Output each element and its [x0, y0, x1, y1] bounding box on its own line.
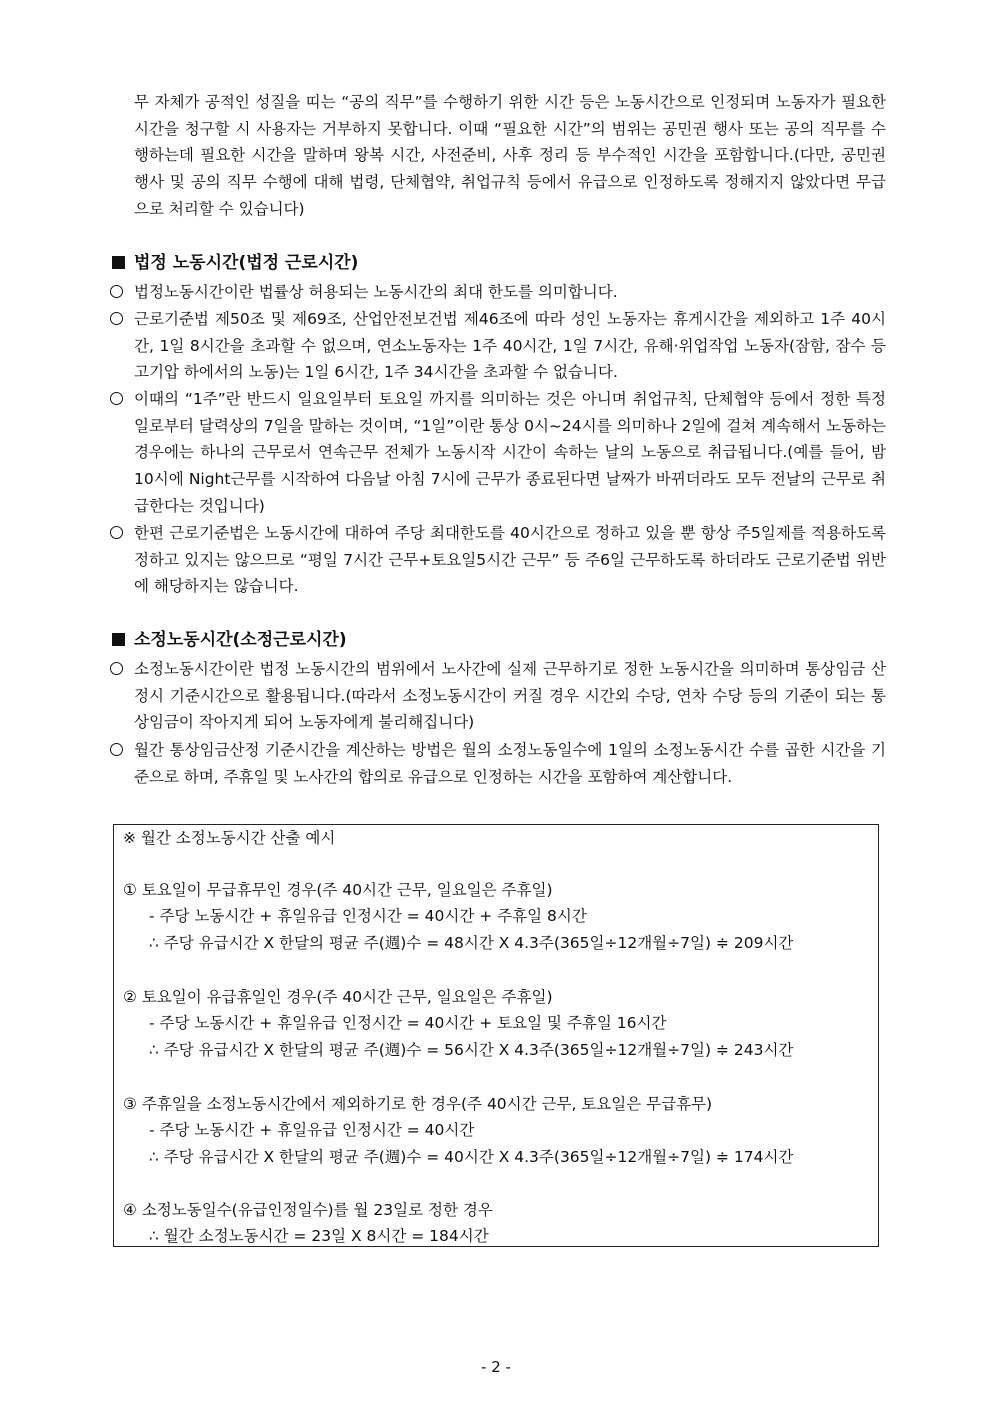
circle-bullet-icon	[110, 285, 123, 298]
list-item-text: 근로기준법 제50조 및 제69조, 산업안전보건법 제46조에 따라 성인 노동자는 휴게시간을 제외하고 1주 40시간, 1일 8시간을 초과할 수 없으며, 연소노동자는 1주 40시간, 1일 7시간, 유해·위업작업 노동자(잠함, 잠수 등 고기압 하에서의 노동)는 1일 6시간, 1주 34시간을 초과할 수 없습니다.	[134, 310, 886, 382]
section-heading-text: 소정노동시간(소정근로시간)	[134, 630, 347, 650]
section-heading-scheduled-hours	[112, 627, 347, 653]
circle-bullet-icon	[110, 526, 123, 539]
list-item-text: 소정노동시간이란 법정 노동시간의 범위에서 노사간에 실제 근무하기로 정한 노동시간을 의미하며 통상임금 산정시 기준시간으로 활용됩니다.(따라서 소정노동시간이 커질 경우 시간외 수당, 연차 수당 등의 기준이 되는 통상임금이 작아지게 되어 노동자에게 불리해집니다)	[134, 660, 886, 732]
page-number: - 2 -	[481, 1358, 511, 1376]
list-item-text: 월간 통상임금산정 기준시간을 계산하는 방법은 월의 소정노동일수에 1일의 소정노동시간 수를 곱한 시간을 기준으로 하며, 주휴일 및 노사간의 합의로 유급으로 인정하는 시간을 포함하여 계산합니다.	[134, 741, 886, 786]
example-case-line: - 주당 노동시간 + 휴일유급 인정시간 = 40시간 + 토요일 및 주휴일 16시간	[149, 1014, 667, 1032]
example-case-line: - 주당 노동시간 + 휴일유급 인정시간 = 40시간 + 주휴일 8시간	[149, 907, 587, 925]
section-heading-text: 법정 노동시간(법정 근로시간)	[134, 253, 359, 273]
section-heading-legal-hours	[112, 250, 358, 276]
square-bullet-icon	[112, 633, 125, 646]
list-item	[110, 306, 886, 386]
list-item	[110, 737, 886, 790]
list-item-text: 이때의 “1주”란 반드시 일요일부터 토요일 까지를 의미하는 것은 아니며 취업규칙, 단체협약 등에서 정한 특정일로부터 달력상의 7일을 말하는 것이며, “1일”이란 통상 0시~24시를 의미하나 2일에 걸쳐 계속해서 노동하는 경우에는 하나의 근무로서 연속근무 전체가 노동시작 시간이 속하는 날의 노동으로 취급됩니다.(예를 들어, 밤10시에 Night근무를 시작하여 다음날 아침 7시에 근무가 종료된다면 날짜가 바뀌더라도 모두 전날의 근무로 취급한다는 것입니다)	[134, 390, 886, 515]
example-case-result: ∴ 주당 유급시간 X 한달의 평균 주(週)수 = 56시간 X 4.3주(365일÷12개월÷7일) ≑ 243시간	[149, 1041, 794, 1059]
example-case-result: ∴ 주당 유급시간 X 한달의 평균 주(週)수 = 40시간 X 4.3주(365일÷12개월÷7일) ≑ 174시간	[149, 1148, 794, 1166]
circle-bullet-icon	[110, 312, 123, 325]
example-case-result: ∴ 월간 소정노동시간 = 23일 X 8시간 = 184시간	[149, 1227, 489, 1245]
list-item-text: 한편 근로기준법은 노동시간에 대하여 주당 최대한도를 40시간으로 정하고 있을 뿐 항상 주5일제를 적용하도록 정하고 있지는 않으므로 “평일 7시간 근무+토요일5시간 근무” 등 주6일 근무하도록 하더라도 근로기준법 위반에 해당하지는 않습니다.	[134, 524, 886, 596]
example-case-title: ④ 소정노동일수(유급인정일수)를 월 23일로 정한 경우	[123, 1201, 493, 1219]
example-case-line: - 주당 노동시간 + 휴일유급 인정시간 = 40시간	[149, 1121, 475, 1139]
list-item	[110, 520, 886, 600]
example-box-title: ※ 월간 소정노동시간 산출 예시	[123, 829, 336, 847]
list-item	[110, 279, 886, 306]
circle-bullet-icon	[110, 392, 123, 405]
intro-paragraph: 무 자체가 공적인 성질을 띠는 “공의 직무”를 수행하기 위한 시간 등은 노동시간으로 인정되며 노동자가 필요한 시간을 청구할 시 사용자는 거부하지 못합니다. 이때 “필요한 시간”의 범위는 공민권 행사 또는 공의 직무를 수행하는데 필요한 시간을 말하며 왕복 시간, 사전준비, 사후 정리 등 부수적인 시간을 포함합니다.(다만, 공민권 행사 및 공의 직무 수행에 대해 법령, 단체협약, 취업규칙 등에서 유급으로 인정하도록 정해지지 않았다면 무급으로 처리할 수 있습니다)	[134, 93, 886, 218]
example-box	[113, 824, 879, 1247]
square-bullet-icon	[112, 256, 125, 269]
list-item-text: 법정노동시간이란 법률상 허용되는 노동시간의 최대 한도를 의미합니다.	[134, 283, 618, 301]
example-case-title: ② 토요일이 유급휴일인 경우(주 40시간 근무, 일요일은 주휴일)	[123, 988, 553, 1006]
list-item	[110, 656, 886, 736]
example-case-title: ① 토요일이 무급휴무인 경우(주 40시간 근무, 일요일은 주휴일)	[123, 881, 553, 899]
list-item	[110, 386, 886, 520]
circle-bullet-icon	[110, 743, 123, 756]
example-case-title: ③ 주휴일을 소정노동시간에서 제외하기로 한 경우(주 40시간 근무, 토요일은 무급휴무)	[123, 1095, 713, 1113]
circle-bullet-icon	[110, 662, 123, 675]
example-case-result: ∴ 주당 유급시간 X 한달의 평균 주(週)수 = 48시간 X 4.3주(365일÷12개월÷7일) ≑ 209시간	[149, 934, 794, 952]
